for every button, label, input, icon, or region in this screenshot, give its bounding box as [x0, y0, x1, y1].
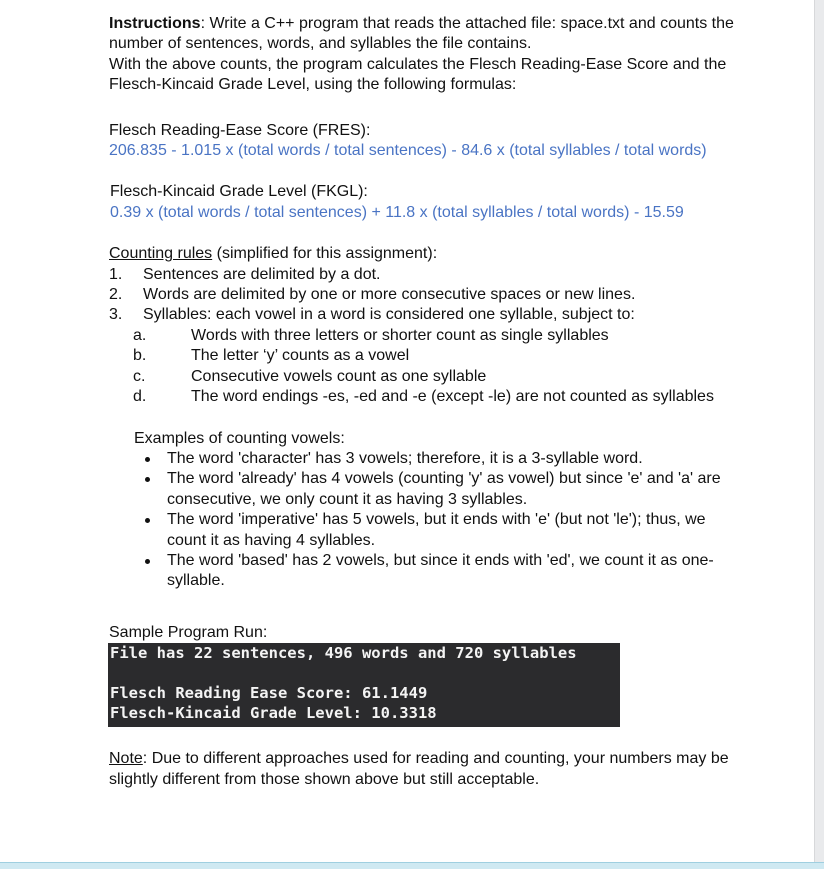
syllable-rules-list	[109, 326, 749, 408]
list-item: b. The letter ‘y’ counts as a vowel	[133, 347, 410, 365]
list-item: a. Words with three letters or shorter count as single syllables	[133, 326, 609, 344]
fkgl-label: Flesch-Kincaid Grade Level (FKGL):	[110, 183, 368, 201]
note-heading: Note	[109, 750, 143, 768]
examples-heading: Examples of counting vowels:	[134, 429, 345, 447]
list-item: The word 'character' has 3 vowels; therefore, it is a 3-syllable word.	[134, 449, 727, 469]
bullet-icon	[145, 457, 150, 462]
list-item: c. Consecutive vowels count as one syllable	[133, 367, 487, 385]
instructions-paragraph-2: With the above counts, the program calculates the Flesch Reading-Ease Score and the Flesch-Kincaid Grade Level, using the following formulas:	[109, 55, 727, 94]
list-item: d. The word endings -es, -ed and -e (except -le) are not counted as syllables	[133, 388, 714, 406]
fres-label: Flesch Reading-Ease Score (FRES):	[109, 121, 371, 139]
counting-rules-list	[109, 265, 749, 326]
bullet-icon	[145, 477, 150, 482]
instructions-heading: Instructions	[109, 15, 201, 32]
fkgl-formula: 0.39 x (total words / total sentences) + 11.8 x (total syllables / total words) - 15.59	[110, 203, 684, 221]
note-paragraph	[109, 749, 749, 790]
instructions-paragraph	[109, 14, 749, 55]
note-text: : Due to different approaches used for reading and counting, your numbers may be slightly different from those shown above but still acceptable.	[109, 750, 729, 788]
list-item: The word 'already' has 4 vowels (counting 'y' as vowel) but since 'e' and 'a' are consecutive, we only count it as having 3 syllables.	[134, 469, 727, 510]
terminal-line: Flesch-Kincaid Grade Level: 10.3318	[110, 704, 437, 723]
terminal-output	[108, 643, 620, 727]
document	[109, 14, 749, 790]
list-item: 2. Words are delimited by one or more consecutive spaces or new lines.	[109, 286, 636, 304]
examples-list	[134, 449, 749, 592]
counting-rules-heading	[109, 244, 749, 264]
examples-section	[134, 429, 749, 592]
list-item: The word 'imperative' has 5 vowels, but it ends with 'e' (but not 'le'); thus, we count it as having 4 syllables.	[134, 510, 727, 551]
fres-formula: 206.835 - 1.015 x (total words / total sentences) - 84.6 x (total syllables / total words)	[109, 142, 707, 160]
instructions-text: : Write a C++ program that reads the attached file: space.txt and counts the number of sentences, words, and syllables the file contains.	[109, 15, 734, 53]
list-item: 3. Syllables: each vowel in a word is considered one syllable, subject to:	[109, 306, 635, 324]
sample-run-label: Sample Program Run:	[109, 623, 268, 641]
counting-rules-subtitle: (simplified for this assignment):	[212, 245, 438, 263]
page-edge	[814, 0, 824, 868]
list-item: The word 'based' has 2 vowels, but since it ends with 'ed', we count it as one-syllable.	[134, 551, 727, 592]
bullet-icon	[145, 559, 150, 564]
list-item: 1. Sentences are delimited by a dot.	[109, 265, 381, 283]
terminal-line: File has 22 sentences, 496 words and 720 syllables	[110, 644, 577, 663]
counting-rules-title: Counting rules	[109, 245, 213, 263]
terminal-line: Flesch Reading Ease Score: 61.1449	[110, 684, 428, 703]
bullet-icon	[145, 518, 150, 523]
